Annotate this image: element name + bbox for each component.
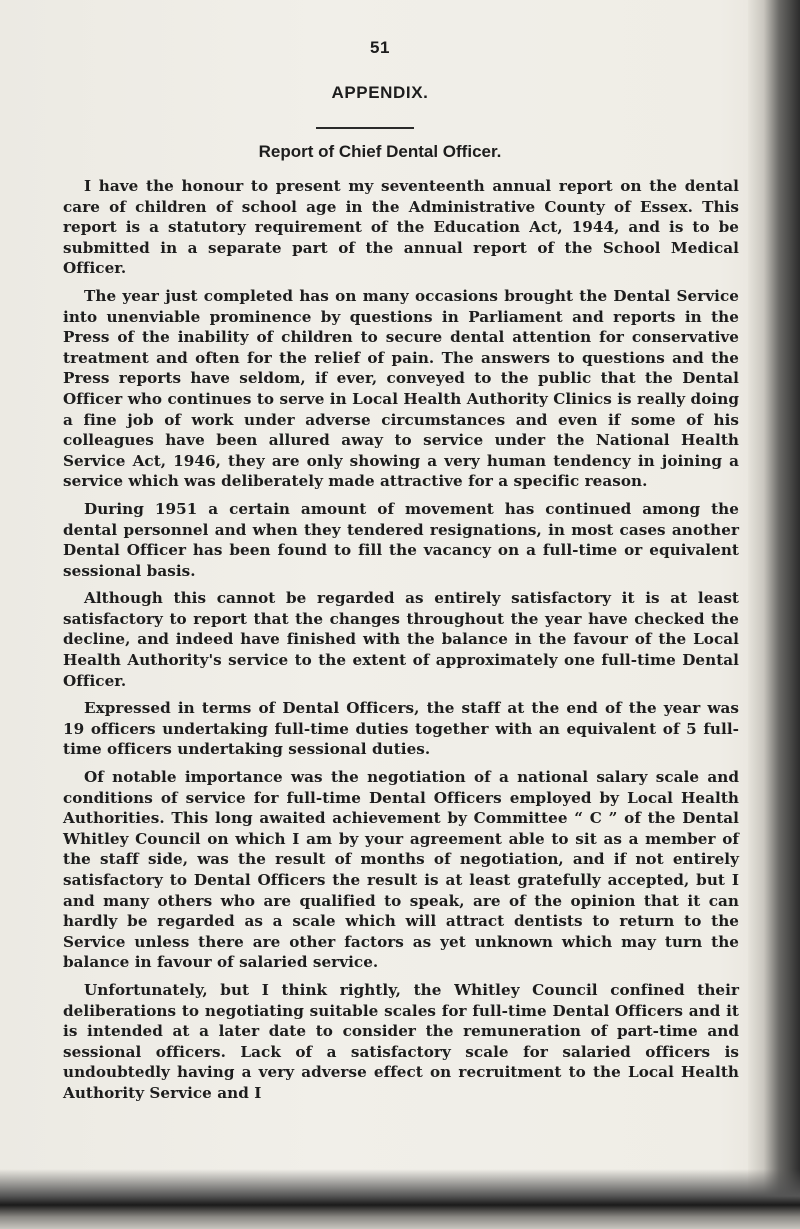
report-body bbox=[63, 176, 739, 1111]
paragraph: Although this cannot be regarded as entirely satisfactory it is at least satisfactory to report that the changes throughout the year have checked the decline, and indeed have finished with the balance in the favour of the Local Health Authority's service to the extent of approximately one full-time Dental Officer. bbox=[63, 589, 739, 690]
heading-rule bbox=[316, 127, 414, 129]
appendix-heading: APPENDIX. bbox=[331, 83, 429, 102]
paragraph: During 1951 a certain amount of movement has continued among the dental personnel and when they tendered resignations, in most cases another Dental Officer has been found to fill the vacancy on a full-time or equivalent sessional basis. bbox=[63, 499, 739, 580]
report-title: Report of Chief Dental Officer. bbox=[258, 142, 502, 161]
paragraph: I have the honour to present my seventeenth annual report on the dental care of children of school age in the Administrative County of Essex. This report is a statutory requirement of the Education Act, 1944, and is to be submitted in a separate part of the annual report of the School Medical Officer. bbox=[63, 177, 739, 278]
page-edge-shadow bbox=[748, 0, 800, 1229]
paragraph: Of notable importance was the negotiation of a national salary scale and conditions of service for full-time Dental Officers employed by Local Health Authorities. This long awaited achievement by Committee “ C ” of the Dental Whitley Council on which I am by your agreement able to sit as a member of the staff side, was the result of months of negotiation, and if not entirely satisfactory to Dental Officers the result is at least gratefully accepted, but I and many others who are qualified to speak, are of the opinion that it can hardly be regarded as a scale which will attract dentists to return to the Service unless there are other factors as yet unknown which may turn the balance in favour of salaried service. bbox=[63, 768, 739, 972]
page-bottom-shadow bbox=[0, 1169, 800, 1229]
paragraph: Expressed in terms of Dental Officers, the staff at the end of the year was 19 officers undertaking full-time duties together with an equivalent of 5 full-time officers undertaking sessional duties. bbox=[63, 699, 739, 759]
paragraph: Unfortunately, but I think rightly, the Whitley Council confined their deliberations to negotiating suitable scales for full-time Dental Officers and it is intended at a later date to consider the remuneration of part-time and sessional officers. Lack of a satisfactory scale for salaried officers is undoubtedly having a very adverse effect on recruitment to the Local Health Authority Service and I bbox=[63, 980, 739, 1102]
paragraph: The year just completed has on many occasions brought the Dental Service into unenviable prominence by questions in Parliament and reports in the Press of the inability of children to secure dental attention for conservative treatment and often for the relief of pain. The answers to questions and the Press reports have seldom, if ever, conveyed to the public that the Dental Officer who continues to serve in Local Health Authority Clinics is really doing a fine job of work under adverse circumstances and even if some of his colleagues have been allured away to service under the National Health Service Act, 1946, they are only showing a very human tendency in joining a service which was deliberately made attractive for a specific reason. bbox=[63, 286, 739, 491]
page-number: 51 bbox=[370, 38, 390, 57]
